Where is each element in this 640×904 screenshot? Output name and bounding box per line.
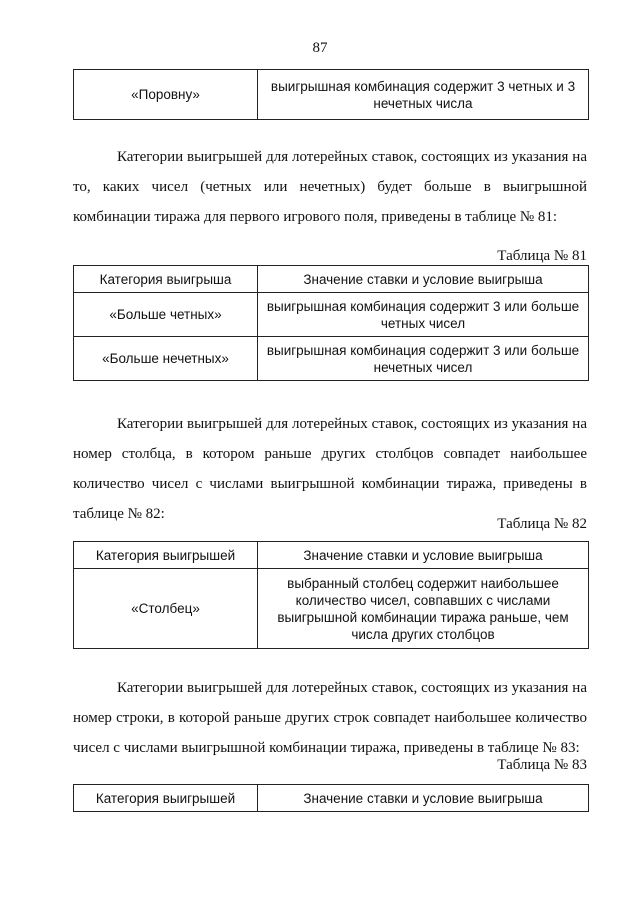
table-cell-condition: выбранный столбец содержит наибольшее количество чисел, совпавших с числами выигрышной комбинации тиража раньше, чем числа других столбцов: [258, 569, 589, 649]
table-header-row: [74, 266, 589, 293]
table-row: [74, 337, 589, 381]
table-82-caption: Таблица № 82: [497, 516, 587, 532]
table-cell-condition: выигрышная комбинация содержит 3 или больше четных чисел: [258, 293, 589, 337]
table-cell-category: «Поровну»: [74, 70, 258, 120]
table-header-condition: Значение ставки и условие выигрыша: [258, 785, 589, 812]
table-header-row: [74, 542, 589, 569]
paragraph-3: Категории выигрышей для лотерейных ставок, состоящих из указания на номер строки, в которой раньше других строк совпадет наибольшее количество чисел с числами выигрышной комбинации тиража, приведены в таблице № 83:: [73, 680, 587, 756]
table-81-caption: Таблица № 81: [497, 248, 587, 264]
paragraph-2: Категории выигрышей для лотерейных ставок, состоящих из указания на номер столбца, в котором раньше других столбцов совпадет наибольшее количество чисел с числами выигрышной комбинации тиража, приведены в таблице № 82:: [73, 416, 587, 522]
table-header-category: Категория выигрышей: [74, 785, 258, 812]
table-header-condition: Значение ставки и условие выигрыша: [258, 266, 589, 293]
table-row: [74, 70, 589, 120]
table-82: [73, 541, 589, 649]
table-row: [74, 293, 589, 337]
table-cell-category: «Столбец»: [74, 569, 258, 649]
page-number: 87: [312, 40, 328, 56]
table-header-category: Категория выигрышей: [74, 542, 258, 569]
table-83: [73, 784, 589, 812]
table-cell-category: «Больше нечетных»: [74, 337, 258, 381]
table-header-row: [74, 785, 589, 812]
table-cell-condition: выигрышная комбинация содержит 3 или больше нечетных чисел: [258, 337, 589, 381]
table-header-category: Категория выигрыша: [74, 266, 258, 293]
table-header-condition: Значение ставки и условие выигрыша: [258, 542, 589, 569]
paragraph-1: Категории выигрышей для лотерейных ставок, состоящих из указания на то, каких чисел (четных или нечетных) будет больше в выигрышной комбинации тиража для первого игрового поля, приведены в таблице № 81:: [73, 149, 587, 225]
table-83-caption: Таблица № 83: [497, 757, 587, 773]
table-cell-condition: выигрышная комбинация содержит 3 четных и 3 нечетных числа: [258, 70, 589, 120]
table-81: [73, 265, 589, 381]
table-top-continuation: [73, 69, 589, 120]
table-row: [74, 569, 589, 649]
table-cell-category: «Больше четных»: [74, 293, 258, 337]
